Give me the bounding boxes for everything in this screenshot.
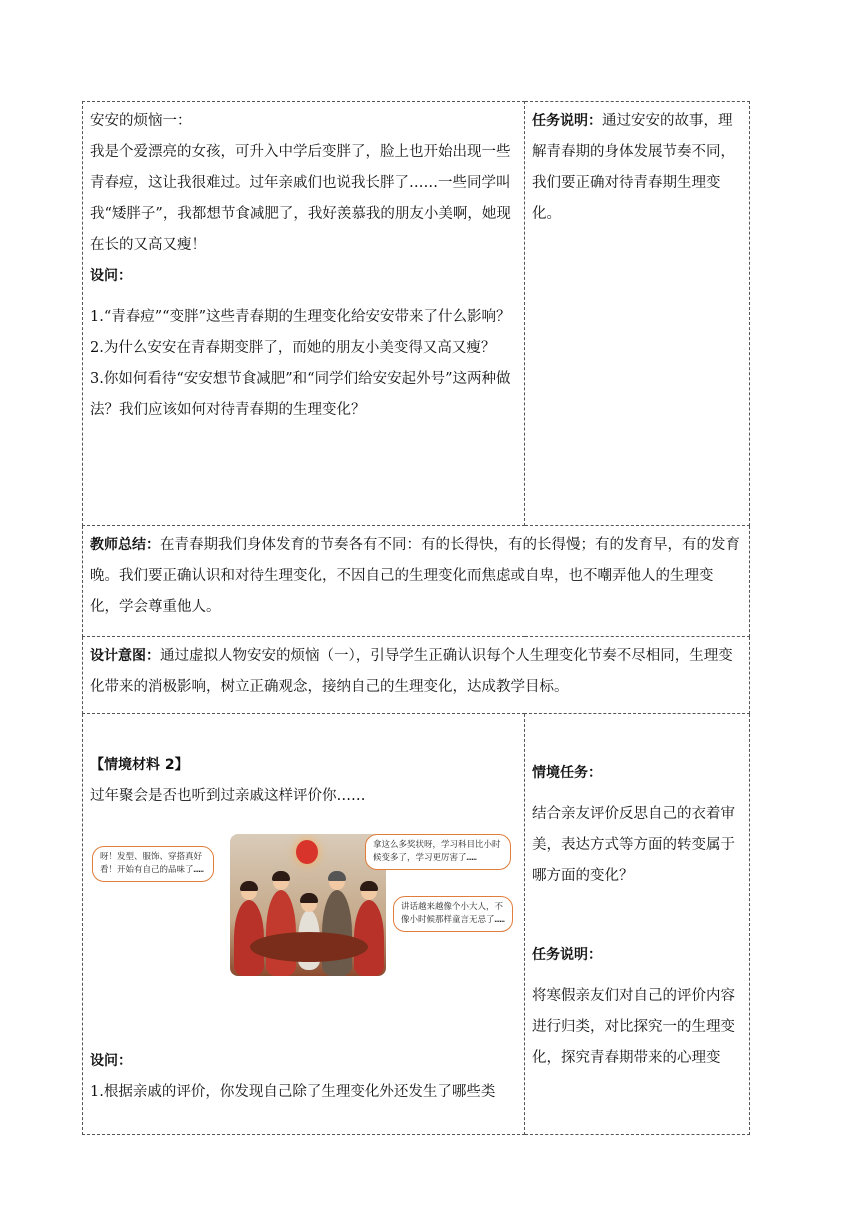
scenario-question-1: 1.根据亲戚的评价，你发现自己除了生理变化外还发生了哪些类 <box>90 1084 496 1100</box>
story-text: 我是个爱漂亮的女孩，可升入中学后变胖了，脸上也开始出现一些青春痘，这让我很难过。过年亲戚们也说我长胖了……一些同学叫我“矮胖子”，我都想节食减肥了，我好羡慕我的朋友小美啊，她现在长的又高又瘦！ <box>90 144 511 253</box>
intent-paragraph <box>90 641 742 703</box>
task-text: 通过安安的故事，理解青春期的身体发展节奏不同，我们要正确对待青春期生理变化。 <box>532 113 735 222</box>
story-cell <box>83 102 525 526</box>
speech-bubble-3: 讲话越来越像个小大人，不像小时候那样童言无忌了…… <box>393 896 513 932</box>
dining-table <box>250 932 368 962</box>
relative-hair <box>240 881 258 891</box>
family-dinner-illustration <box>90 824 517 984</box>
summary-text: 在青春期我们身体发育的节奏各有不同：有的长得快，有的长得慢；有的发育早，有的发育晚。我们要正确认识和对待生理变化，不因自己的生理变化而焦虑或自卑，也不嘲弄他人的生理变化，学会尊重他人。 <box>90 537 740 615</box>
task-cell <box>525 102 750 526</box>
question-3: 3.你如何看待“安安想节食减肥”和“同学们给安安起外号”这两种做法？我们应该如何对待青春期的生理变化？ <box>90 371 511 418</box>
situation-task-text: 结合亲友评价反思自己的衣着审美，表达方式等方面的转变属于哪方面的变化？ <box>532 806 735 884</box>
lesson-table <box>82 101 750 1135</box>
scenario-task-cell <box>525 714 750 1135</box>
dinner-scene-image <box>230 834 386 976</box>
story-heading: 安安的烦恼一： <box>90 113 192 129</box>
relative-hair <box>360 881 378 891</box>
summary-row <box>83 526 750 637</box>
story-row <box>83 102 750 526</box>
question-1: 1.“青春痘”“变胖”这些青春期的生理变化给安安带来了什么影响？ <box>90 309 511 325</box>
task-description-text: 将寒假亲友们对自己的评价内容进行归类，对比探究一的生理变化，探究青春期带来的心理变 <box>532 988 735 1066</box>
intent-row <box>83 637 750 714</box>
intent-cell <box>83 637 750 714</box>
scenario-cell <box>83 714 525 1135</box>
lantern-icon <box>296 840 318 864</box>
summary-label: 教师总结： <box>90 537 160 553</box>
relative-hair <box>328 871 346 881</box>
scenario-row <box>83 714 750 1135</box>
scenario-intro: 过年聚会是否也听到过亲戚这样评价你…… <box>90 788 366 804</box>
question-2: 2.为什么安安在青春期变胖了，而她的朋友小美变得又高又瘦？ <box>90 340 496 356</box>
task-description-label: 任务说明： <box>532 947 602 963</box>
scenario-question-label: 设问： <box>90 1053 132 1069</box>
speech-bubble-1: 呀！发型、服饰、穿搭真好看！开始有自己的品味了…… <box>92 846 214 882</box>
task-label: 任务说明： <box>532 113 602 129</box>
question-label: 设问： <box>90 268 132 284</box>
situation-task-label: 情境任务： <box>532 765 602 781</box>
child-hair <box>300 893 318 903</box>
intent-text: 通过虚拟人物安安的烦恼（一），引导学生正确认识每个人生理变化节奏不尽相同，生理变化带来的消极影响，树立正确观念，接纳自己的生理变化，达成教学目标。 <box>90 648 733 695</box>
summary-cell <box>83 526 750 637</box>
speech-bubble-2: 拿这么多奖状呀，学习科目比小时候变多了，学习更厉害了…… <box>365 834 511 870</box>
document-page <box>82 101 749 1135</box>
summary-paragraph <box>90 530 742 623</box>
intent-label: 设计意图： <box>90 648 160 664</box>
scenario-title: 【情境材料 2】 <box>90 757 189 773</box>
task-description <box>532 106 742 230</box>
relative-hair <box>272 871 290 881</box>
